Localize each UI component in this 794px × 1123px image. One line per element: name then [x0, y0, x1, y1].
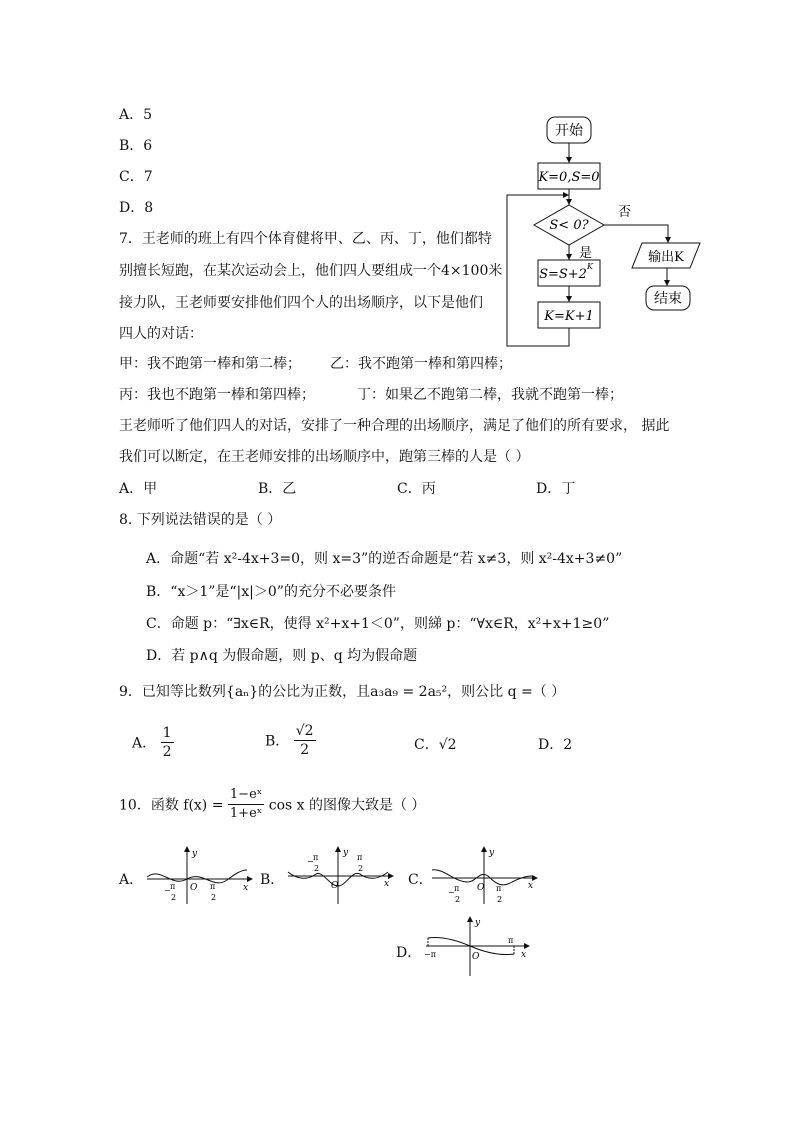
graph-d-origin: O	[472, 952, 480, 962]
q7-conclusion-1: 王老师听了他们四人的对话，安排了一种合理的出场顺序，满足了他们的所有要求， 据此	[119, 418, 670, 434]
q7-yi: 乙：我不跑第一棒和第四棒；	[330, 356, 512, 372]
graph-b-y: y	[343, 848, 349, 858]
q7-option-c: C．丙	[397, 481, 436, 497]
graph-b-origin: O	[331, 881, 339, 891]
q9-option-c-label: C．	[414, 737, 439, 753]
q9-option-c	[414, 734, 457, 754]
q9-option-d-label: D．	[538, 737, 564, 753]
q7-conclusion-2: 我们可以断定，在王老师安排的出场顺序中，跑第三棒的人是（ ）	[119, 449, 530, 465]
q10-option-a-label: A．	[119, 872, 144, 888]
graph-d-pi: π	[508, 936, 514, 945]
q7-jia: 甲：我不跑第一棒和第二棒；	[119, 356, 301, 372]
q9-option-b-label: B．	[265, 733, 290, 750]
flow-update-s-label: S=S+2	[539, 267, 587, 282]
q8-stem: 8. 下列说法错误的是（ ）	[119, 512, 282, 528]
q7-ding: 丁：如果乙不跑第二棒，我就不跑第一棒；	[357, 387, 623, 403]
graph-b-tick1-neg: −	[307, 857, 314, 866]
graph-b-tick2-num: π	[357, 853, 363, 862]
q9-option-a	[132, 724, 174, 761]
graph-b-x: x	[384, 879, 390, 889]
q10-stem-pre: 10．函数 f(x) =	[119, 797, 224, 814]
q10-option-c-label: C．	[408, 872, 433, 888]
flow-condition-label: S< 0?	[549, 218, 589, 233]
graph-a-x: x	[243, 883, 249, 893]
graph-c-x: x	[528, 881, 534, 891]
flow-no-label: 否	[618, 205, 632, 220]
graph-a-tick2-num: π	[210, 882, 216, 891]
q10-numerator: 1−eˣ	[228, 786, 264, 805]
graph-c-origin: O	[477, 883, 485, 893]
q6-option-d: D．8	[119, 200, 154, 216]
flow-yes-label: 是	[579, 246, 593, 261]
graph-a-origin: O	[190, 883, 198, 893]
graph-d-negpi: −π	[424, 950, 436, 959]
q10-option-d-label: D．	[396, 945, 422, 961]
q7-bing: 丙：我也不跑第一棒和第四棒；	[119, 387, 315, 403]
q9-a-numerator: 1	[162, 725, 172, 741]
q9-stem: 9．已知等比数列{aₙ}的公比为正数，且a₃a₉ = 2a₅²，则公比 q =（ ）	[119, 684, 566, 700]
q8-option-c: C．命题 p：“∃x∈R，使得 x²+x+1＜0”，则綈 p：“∀x∈R，x²+x+1≥0”	[146, 616, 610, 632]
q7-line-1: 7．王老师的班上有四个体育健将甲、乙、丙、丁，他们都特	[119, 231, 492, 247]
graph-c-tick2-den: 2	[497, 895, 503, 904]
q7-option-b: B．乙	[258, 481, 297, 497]
flowchart	[500, 110, 710, 355]
q9-b-numerator: √2	[295, 723, 314, 739]
graph-b	[286, 846, 396, 906]
q6-option-a: A．5	[119, 107, 153, 123]
graph-b-tick1-num: π	[313, 853, 319, 862]
graph-d	[422, 916, 534, 978]
q7-option-a: A．甲	[119, 481, 158, 497]
q7-line-4: 四人的对话：	[119, 326, 203, 342]
q10-stem-post: cos x 的图像大致是（ ）	[268, 797, 426, 814]
flow-init-label: K=0,S=0	[538, 170, 600, 185]
q6-option-b: B．6	[119, 138, 153, 154]
q10-stem	[119, 786, 425, 823]
graph-c-tick2-num: π	[496, 884, 502, 893]
graph-b-tick1-den: 2	[314, 864, 320, 873]
graph-d-y: y	[475, 918, 481, 928]
graph-c-tick1-num: π	[454, 884, 460, 893]
graph-b-tick2-den: 2	[358, 864, 364, 873]
graph-a-tick1-num: π	[170, 882, 176, 891]
flow-end-label: 结束	[654, 291, 682, 307]
q9-option-d-value: 2	[563, 737, 573, 753]
q8-option-a: A．命题“若 x²-4x+3=0，则 x=3”的逆否命题是“若 x≠3，则 x²-4x+3≠0”	[146, 551, 623, 567]
q9-option-c-value: √2	[438, 737, 457, 753]
q9-option-b-fraction	[294, 722, 316, 759]
graph-a	[143, 846, 255, 906]
flow-update-s-exp: K	[587, 262, 593, 271]
graph-a-tick1-den: 2	[171, 893, 177, 902]
graph-c	[428, 846, 540, 906]
graph-a-y: y	[192, 849, 198, 859]
q9-a-denominator: 2	[162, 744, 172, 760]
q9-option-b	[265, 722, 316, 759]
q10-denominator: 1+eˣ	[229, 806, 263, 821]
q6-option-c: C．7	[119, 169, 153, 185]
graph-a-tick1-neg: −	[164, 886, 171, 895]
flow-update-k-label: K=K+1	[544, 309, 594, 324]
flow-output-label: 输出K	[648, 250, 684, 265]
q7-option-d: D．丁	[536, 481, 576, 497]
q8-option-d: D．若 p∧q 为假命题，则 p、q 均为假命题	[146, 648, 418, 664]
graph-c-tick1-neg: −	[448, 888, 455, 897]
q9-option-a-fraction	[161, 724, 174, 761]
q9-option-a-label: A．	[132, 735, 157, 752]
q10-option-b-label: B．	[260, 872, 285, 888]
q7-line-2: 别擅长短跑，在某次运动会上，他们四人要组成一个4×100米	[119, 263, 503, 279]
q8-option-b: B．“x＞1”是“|x|＞0”的充分不必要条件	[146, 584, 396, 600]
graph-c-y: y	[489, 848, 495, 858]
graph-a-tick2-den: 2	[211, 893, 217, 902]
q9-b-denominator: 2	[300, 742, 310, 758]
flow-start-label: 开始	[555, 123, 583, 139]
q7-line-3: 接力队，王老师要安排他们四个人的出场顺序，以下是他们	[119, 295, 483, 311]
q10-fraction	[228, 786, 264, 823]
graph-c-tick1-den: 2	[455, 895, 461, 904]
q9-option-d	[538, 734, 572, 754]
graph-d-x: x	[521, 950, 527, 960]
